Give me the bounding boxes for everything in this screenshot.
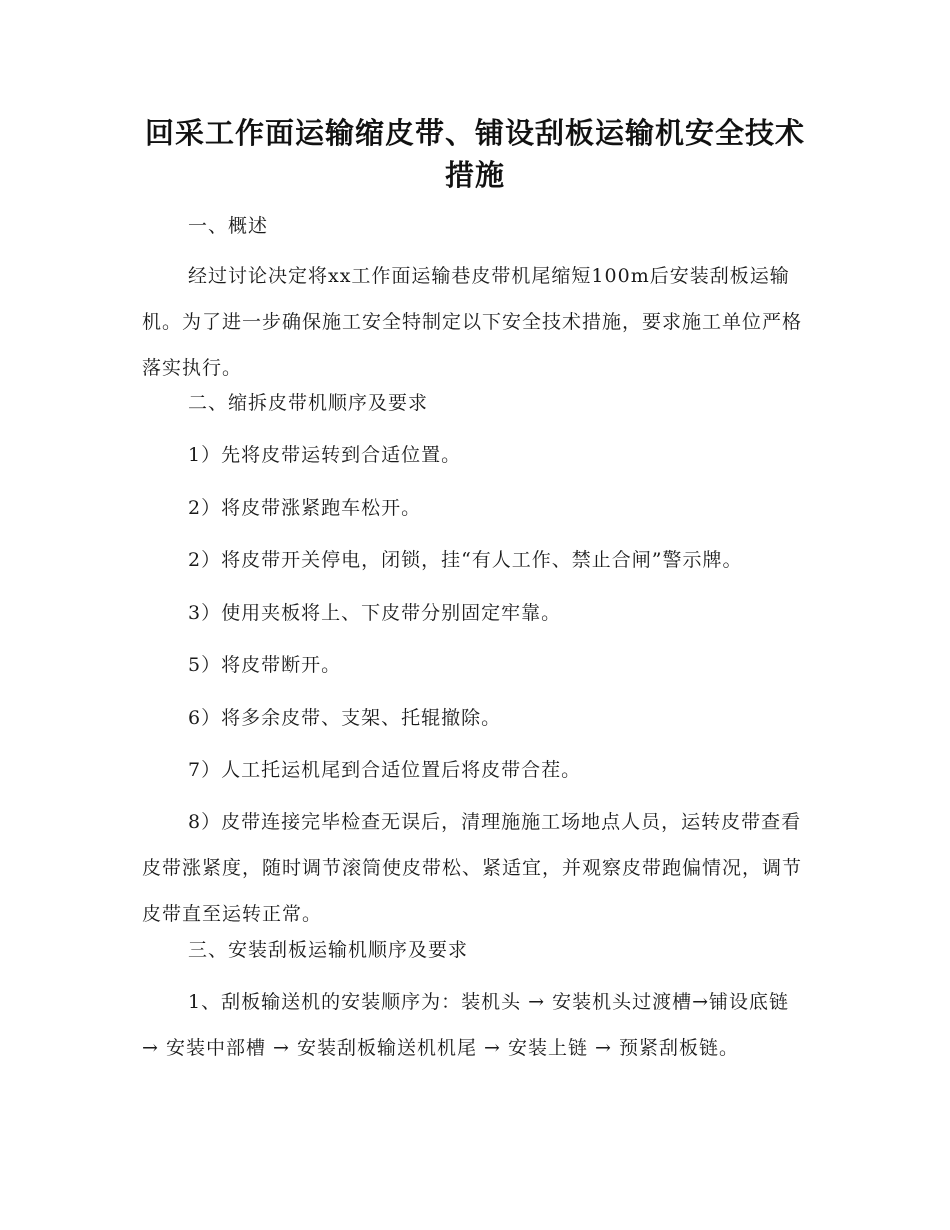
section-heading-overview: 一、概述	[188, 215, 269, 237]
list-item: 2）将皮带开关停电，闭锁，挂“有人工作、禁止合闸”警示牌。	[188, 549, 743, 571]
section-heading-belt-removal: 二、缩拆皮带机顺序及要求	[188, 392, 429, 414]
list-item: 1）先将皮带运转到合适位置。	[188, 444, 462, 466]
list-item: 7）人工托运机尾到合适位置后将皮带合茬。	[188, 759, 582, 781]
section-heading-conveyor-install: 三、安装刮板运输机顺序及要求	[188, 939, 469, 961]
overview-paragraph: 经过讨论决定将xx工作面运输巷皮带机尾缩短100m后安装刮板运输机。为了进一步确保施工安全特制定以下安全技术措施，要求施工单位严格落实执行。	[142, 265, 803, 379]
list-item: 6）将多余皮带、支架、托辊撤除。	[188, 707, 502, 729]
document-title: 回采工作面运输缩皮带、铺设刮板运输机安全技术措施	[144, 116, 805, 192]
list-item: 1、刮板输送机的安装顺序为：装机头 → 安装机头过渡槽→铺设底链 → 安装中部槽 → 安装刮板输送机机尾 → 安装上链 → 预紧刮板链。	[142, 991, 790, 1059]
list-item: 2）将皮带涨紧跑车松开。	[188, 497, 422, 519]
list-item: 5）将皮带断开。	[188, 654, 342, 676]
list-item: 8）皮带连接完毕检查无误后，清理施施工场地点人员，运转皮带查看皮带涨紧度，随时调节滚筒使皮带松、紧适宜，并观察皮带跑偏情况，调节皮带直至运转正常。	[142, 811, 803, 925]
list-item: 3）使用夹板将上、下皮带分别固定牢靠。	[188, 602, 562, 624]
